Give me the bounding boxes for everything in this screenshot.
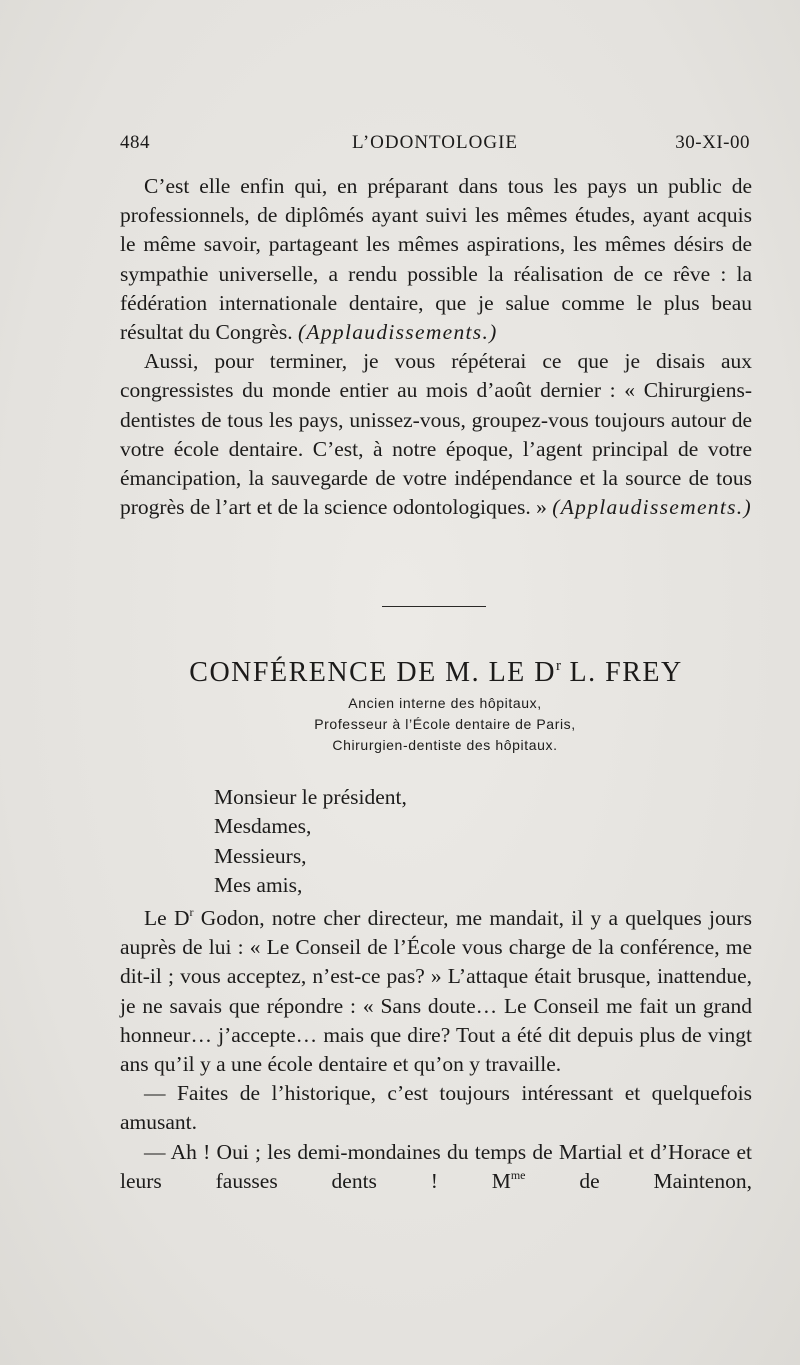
running-head	[120, 132, 750, 158]
credential-line: Ancien interne des hôpitaux,	[348, 695, 542, 711]
author-credentials	[120, 693, 752, 756]
speech-text	[120, 904, 752, 1196]
paragraph-text: de Maintenon,	[525, 1168, 752, 1193]
paragraph	[120, 347, 752, 522]
closing-text	[120, 172, 752, 522]
page-number: 484	[120, 132, 150, 153]
paragraph: — Faites de l’historique, c’est toujours intéressant et quelquefois amusant.	[120, 1081, 752, 1135]
title-text: L. FREY	[561, 657, 683, 688]
title-text: CONFÉRENCE DE M. LE D	[189, 657, 557, 688]
section-divider	[382, 606, 486, 607]
paragraph-text: — Ah ! Oui ; les demi-mondaines du temps de Martial et d’Horace et leurs fausses dents ! M	[120, 1139, 752, 1193]
title-superscript: r	[556, 658, 562, 674]
paragraph	[120, 172, 752, 347]
salutation-line: Messieurs,	[214, 843, 307, 868]
issue-date: 30-XI-00	[675, 132, 750, 153]
conference-title	[120, 650, 752, 689]
applause-note: (Applaudissements.)	[552, 495, 752, 520]
applause-note: (Applaudissements.)	[297, 320, 498, 345]
salutation-line: Mesdames,	[214, 814, 312, 839]
journal-title: L’ODONTOLOGIE	[351, 132, 519, 153]
credential-line: Professeur à l’École dentaire de Paris,	[314, 716, 576, 732]
salutation-line: Mes amis,	[214, 872, 303, 897]
paragraph-text: C’est elle enfin qui, en préparant dans tous les pays un public de professionnels, de diplômés ayant suivi les mêmes études, ayant acquis le même savoir, partageant les mêmes aspirations, les mêmes désirs de sympathie universelle, a rendu possible la réalisation de ce rêve : la fédération internationale dentaire, que je salue comme le plus beau résultat du Congrès.	[120, 174, 752, 345]
paragraph-text: Aussi, pour terminer, je vous répéterai ce que je disais aux congressistes du monde entier au mois d’août dernier : « Chirurgiens-dentistes de tous les pays, unissez-vous, groupez-vous toujours autour de votre école dentaire. C’est, à notre époque, l’agent principal de votre émancipation, la sauvegarde de votre indépendance et la source de tous progrès de l’art et de la science odontologiques. »	[120, 349, 752, 520]
paragraph-text: Godon, notre cher directeur, me mandait, il y a quelques jours auprès de lui : « Le Conseil de l’École vous charge de la conférence, me dit-il ; vous acceptez, n’est-ce pas? » L’attaque était brusque, inattendue, je ne savais que répondre : « Sans doute… Le Conseil me fait un grand honneur… j’accepte… mais que dire? Tout a été dit depuis plus de vingt ans qu’il y a une école dentaire et qu’on y travaille.	[120, 906, 753, 1077]
credential-line: Chirurgien-dentiste des hôpitaux.	[332, 737, 558, 753]
salutation	[214, 783, 407, 900]
paragraph	[120, 1138, 752, 1196]
paragraph-text: Le D	[144, 906, 190, 930]
superscript: me	[510, 1167, 526, 1182]
paragraph	[120, 904, 752, 1079]
superscript: r	[189, 905, 194, 919]
salutation-line: Monsieur le président,	[214, 785, 407, 809]
